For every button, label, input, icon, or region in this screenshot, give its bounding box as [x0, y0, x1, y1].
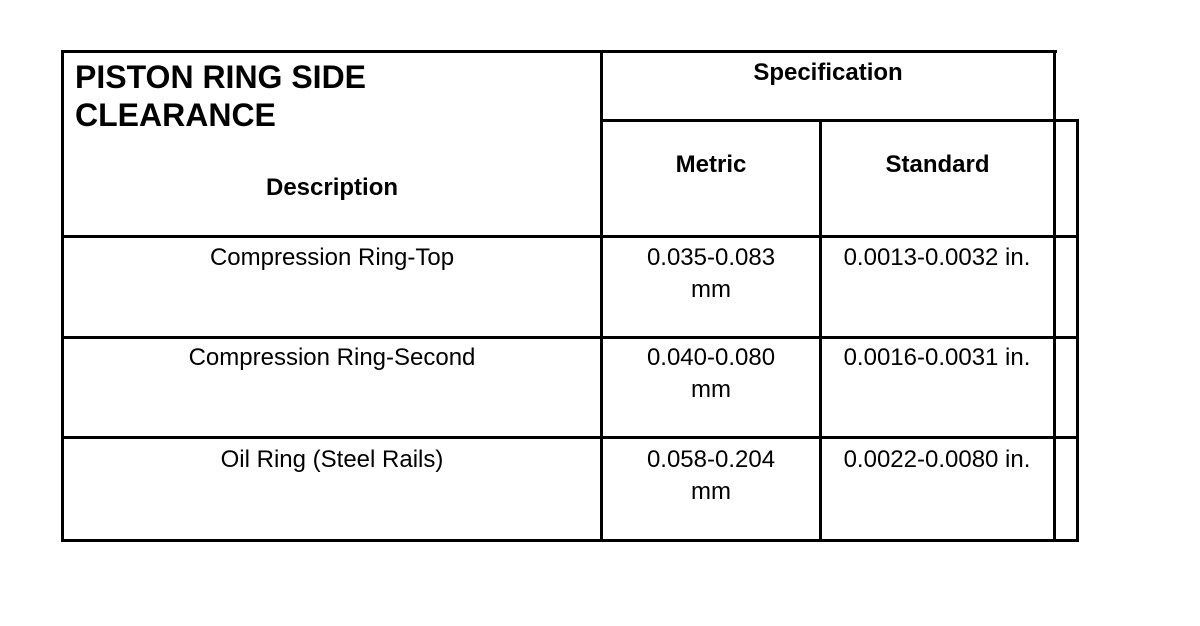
metric-header: Metric: [675, 151, 747, 178]
border-right-inner: [1053, 50, 1056, 542]
header-bottom-line: [61, 235, 1079, 238]
row-1-description: Compression Ring-Top: [209, 244, 455, 271]
table-title: PISTON RING SIDE CLEARANCE: [75, 59, 367, 133]
border-right-outer: [1076, 119, 1079, 542]
row-2-metric: 0.040-0.080 mm: [646, 344, 776, 403]
row-3-description: Oil Ring (Steel Rails): [220, 446, 444, 473]
row-3-metric: 0.058-0.204 mm: [646, 446, 776, 505]
row-1-metric: 0.035-0.083 mm: [646, 244, 776, 303]
row-2-description: Compression Ring-Second: [188, 344, 476, 371]
row-divider-1: [61, 336, 1079, 339]
spec-header-underline: [600, 119, 1079, 122]
row-2-standard: 0.0016-0.0031 in.: [843, 344, 1031, 371]
standard-header: Standard: [885, 151, 990, 178]
row-1-standard: 0.0013-0.0032 in.: [843, 244, 1031, 271]
border-top: [61, 50, 1057, 53]
description-header: Description: [265, 174, 399, 201]
specification-header: Specification: [753, 59, 903, 86]
row-divider-2: [61, 436, 1079, 439]
col-divider-2: [819, 119, 822, 542]
row-3-standard: 0.0022-0.0080 in.: [843, 446, 1031, 473]
col-divider-1: [600, 50, 603, 542]
border-bottom: [61, 539, 1079, 542]
